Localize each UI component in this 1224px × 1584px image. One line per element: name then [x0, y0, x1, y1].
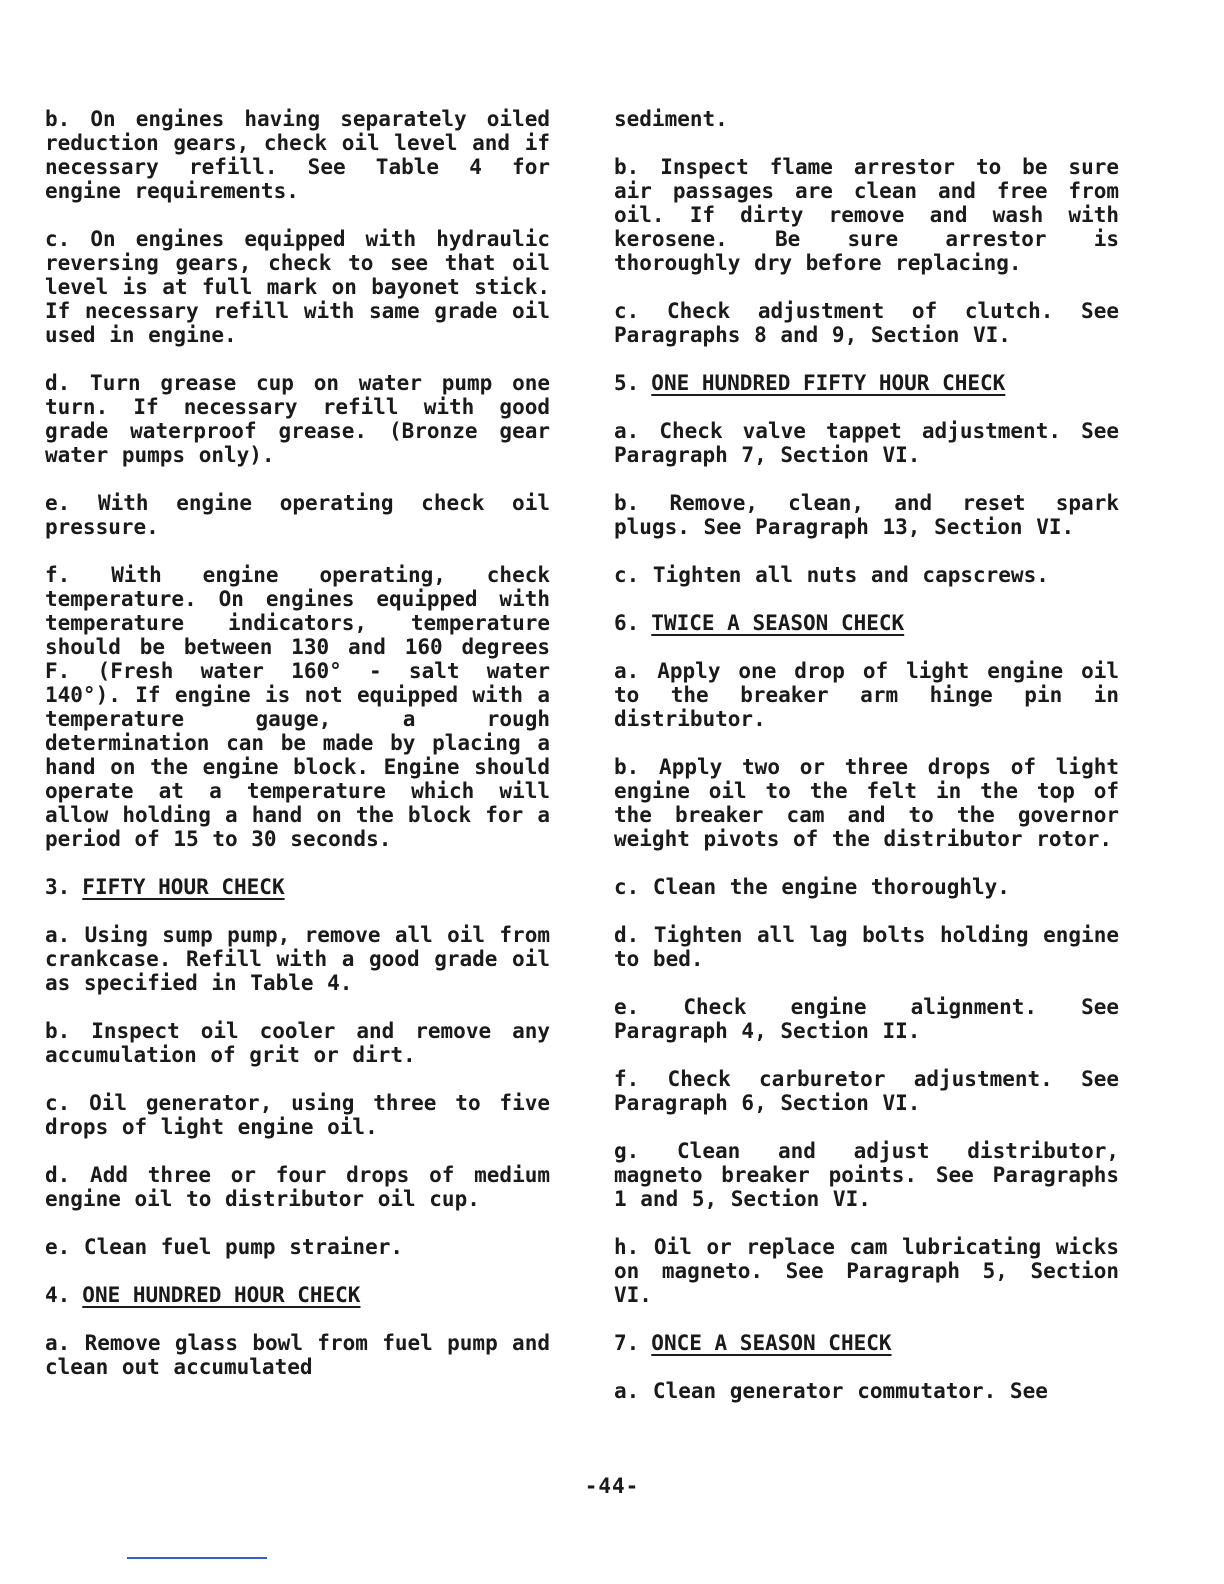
right-paragraph: f. Check carburetor adjustment. See Paragraph 6, Section VI.: [614, 1067, 1119, 1115]
section-number: 3.: [45, 875, 71, 899]
left-section-heading: [45, 875, 550, 899]
section-title: TWICE A SEASON CHECK: [651, 611, 905, 635]
page-number: -44-: [584, 1474, 640, 1498]
right-section-heading: [614, 611, 1119, 635]
right-paragraph: a. Apply one drop of light engine oil to the breaker arm hinge pin in distributor.: [614, 659, 1119, 731]
section-number: 7.: [614, 1331, 640, 1355]
right-paragraph: h. Oil or replace cam lubricating wicks on magneto. See Paragraph 5, Section VI.: [614, 1235, 1119, 1307]
left-paragraph: c. On engines equipped with hydraulic reversing gears, check to see that oil level is at full mark on bayonet stick. If necessary refill with same grade oil used in engine.: [45, 227, 550, 347]
left-paragraph: b. On engines having separately oiled reduction gears, check oil level and if necessary refill. See Table 4 for engine requirements.: [45, 107, 550, 203]
left-paragraph: d. Add three or four drops of medium engine oil to distributor oil cup.: [45, 1163, 550, 1211]
left-paragraph: e. With engine operating check oil pressure.: [45, 491, 550, 539]
section-title: FIFTY HOUR CHECK: [82, 875, 285, 899]
section-title: ONE HUNDRED FIFTY HOUR CHECK: [651, 371, 1006, 395]
right-paragraph: c. Check adjustment of clutch. See Paragraphs 8 and 9, Section VI.: [614, 299, 1119, 347]
right-paragraph: b. Inspect flame arrestor to be sure air passages are clean and free from oil. If dirty remove and wash with kerosene. Be sure arrestor is thoroughly dry before replacing.: [614, 155, 1119, 275]
right-paragraph: e. Check engine alignment. See Paragraph 4, Section II.: [614, 995, 1119, 1043]
right-section-heading: [614, 1331, 1119, 1355]
right-paragraph: b. Apply two or three drops of light engine oil to the felt in the top of the breaker cam and to the governor weight pivots of the distributor rotor.: [614, 755, 1119, 851]
left-paragraph: e. Clean fuel pump strainer.: [45, 1235, 404, 1259]
right-paragraph: c. Clean the engine thoroughly.: [614, 875, 1010, 899]
right-paragraph: d. Tighten all lag bolts holding engine to bed.: [614, 923, 1119, 971]
left-paragraph: d. Turn grease cup on water pump one turn. If necessary refill with good grade waterproof grease. (Bronze gear water pumps only).: [45, 371, 550, 467]
right-paragraph: b. Remove, clean, and reset spark plugs. See Paragraph 13, Section VI.: [614, 491, 1119, 539]
right-column: [614, 107, 1119, 1427]
left-section-heading: [45, 1283, 550, 1307]
left-paragraph: b. Inspect oil cooler and remove any accumulation of grit or dirt.: [45, 1019, 550, 1067]
left-column: [45, 107, 550, 1403]
right-paragraph: sediment.: [614, 107, 728, 131]
section-number: 5.: [614, 371, 640, 395]
section-title: ONCE A SEASON CHECK: [651, 1331, 892, 1355]
left-paragraph: a. Using sump pump, remove all oil from crankcase. Refill with a good grade oil as specified in Table 4.: [45, 923, 550, 995]
right-section-heading: [614, 371, 1119, 395]
right-paragraph: a. Check valve tappet adjustment. See Paragraph 7, Section VI.: [614, 419, 1119, 467]
left-paragraph: a. Remove glass bowl from fuel pump and clean out accumulated: [45, 1331, 550, 1379]
section-number: 6.: [614, 611, 640, 635]
left-paragraph: c. Oil generator, using three to five drops of light engine oil.: [45, 1091, 550, 1139]
right-paragraph: a. Clean generator commutator. See: [614, 1379, 1048, 1403]
section-title: ONE HUNDRED HOUR CHECK: [82, 1283, 361, 1307]
right-paragraph: c. Tighten all nuts and capscrews.: [614, 563, 1049, 587]
left-paragraph: f. With engine operating, check temperature. On engines equipped with temperature indicators, temperature should be between 130 and 160 degrees F. (Fresh water 160° - salt water 140°). If engine is not equipped with a temperature gauge, a rough determination can be made by placing a hand on the engine block. Engine should operate at a temperature which will allow holding a hand on the block for a period of 15 to 30 seconds.: [45, 563, 550, 851]
section-number: 4.: [45, 1283, 71, 1307]
footer-rule: [127, 1557, 267, 1559]
right-paragraph: g. Clean and adjust distributor, magneto breaker points. See Paragraphs 1 and 5, Section VI.: [614, 1139, 1119, 1211]
